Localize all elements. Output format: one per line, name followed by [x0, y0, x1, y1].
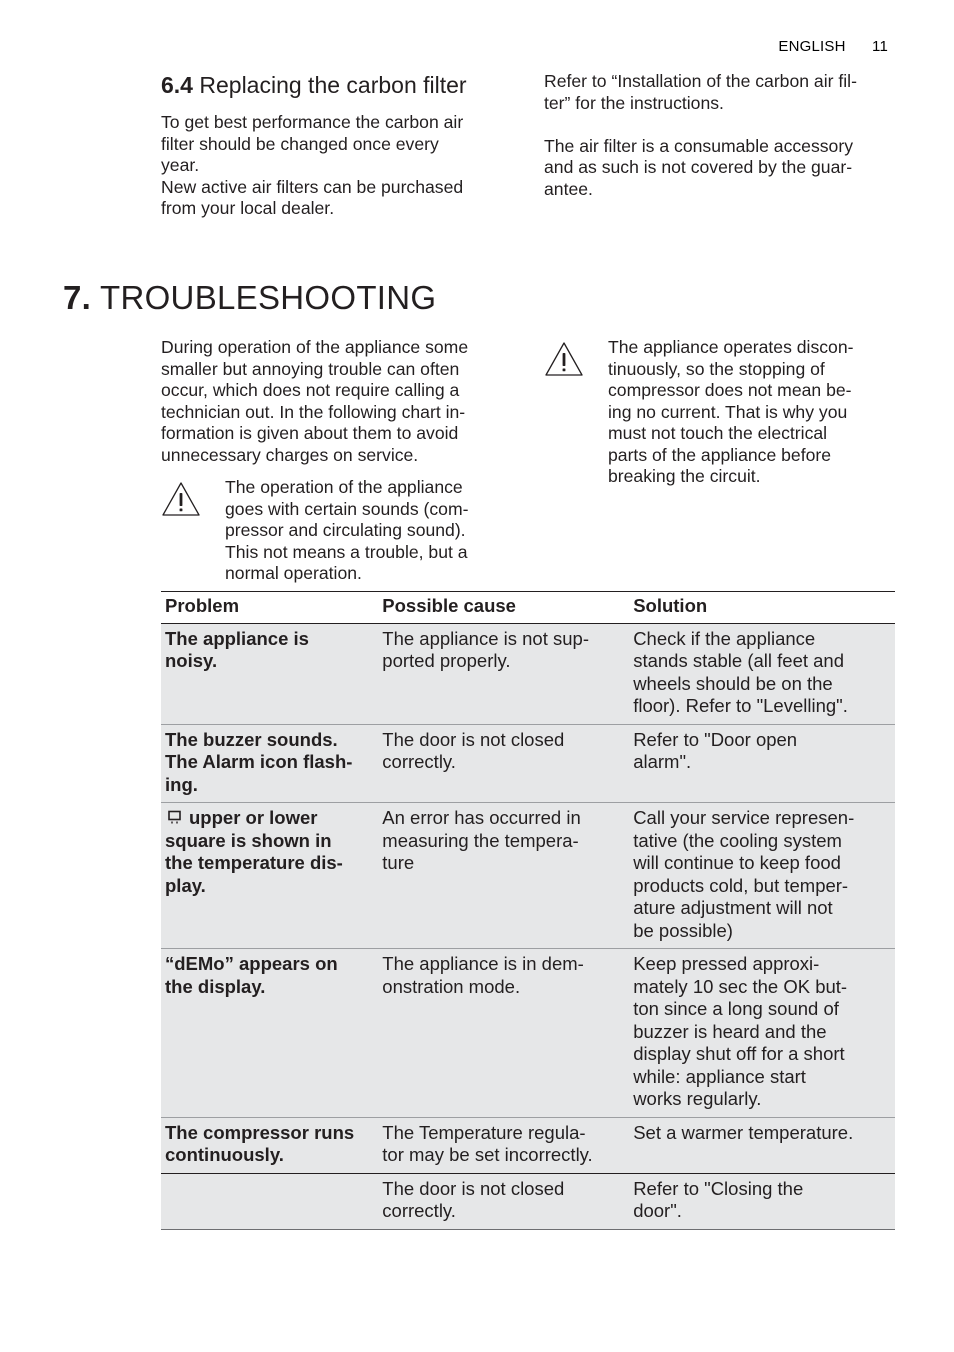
- text-line: filter should be changed once every: [161, 133, 439, 154]
- text-line: Check if the appliance: [633, 627, 816, 649]
- text-line: ture: [382, 852, 415, 873]
- problem-cell: [161, 949, 378, 1118]
- text-line: ter” for the instructions.: [544, 92, 724, 113]
- problem-cell: [161, 1173, 378, 1229]
- text-line: parts of the appliance before: [608, 444, 832, 465]
- text-line: The door is not closed: [382, 728, 565, 750]
- text-line: breaking the circuit.: [608, 466, 761, 486]
- text-line: Refer to "Door open: [633, 728, 798, 750]
- text-line: buzzer is heard and the: [633, 1020, 827, 1042]
- text-line: [165, 807, 373, 830]
- text-line: works regularly.: [633, 1088, 762, 1109]
- text-line: technician out. In the following chart in-: [161, 401, 466, 422]
- text-line: The Temperature regula-: [382, 1121, 586, 1143]
- page-number: 11: [872, 38, 888, 55]
- text-line: measuring the tempera-: [382, 829, 579, 851]
- text-line: play.: [165, 874, 206, 896]
- table-row: [161, 623, 895, 724]
- text-line: ported properly.: [382, 650, 511, 671]
- text-line: ton since a long sound of: [633, 998, 839, 1019]
- text-line: smaller but annoying trouble can often: [161, 358, 460, 379]
- cause-cell: [378, 623, 629, 724]
- text-line: tative (the cooling system: [633, 829, 842, 851]
- troubleshooting-intro: [161, 337, 511, 466]
- chapter-title: [63, 278, 436, 318]
- cause-cell: [378, 1173, 629, 1229]
- table-row: [161, 803, 895, 949]
- text-line: During operation of the appliance some: [161, 337, 469, 357]
- text-line: “dEMo” appears on: [165, 953, 338, 974]
- table-row: [161, 1117, 895, 1173]
- problem-cell: [161, 623, 378, 724]
- text-line: The compressor runs: [165, 1121, 355, 1143]
- text-line: mately 10 sec the OK but-: [633, 975, 848, 997]
- warning-triangle-icon: [544, 341, 584, 377]
- text-line: must not touch the electrical: [608, 423, 828, 443]
- solution-cell: [629, 724, 895, 803]
- text-line: display shut off for a short: [633, 1043, 845, 1064]
- warning-text: [225, 477, 515, 585]
- text-line: The Alarm icon flash-: [165, 751, 353, 772]
- text-line: tinuously, so the stopping of: [608, 358, 825, 379]
- text-line: continuously.: [165, 1144, 284, 1165]
- table-header-row: [161, 592, 895, 624]
- column-header-cause: Possible cause: [378, 592, 629, 624]
- text-line: pressor and circulating sound).: [225, 520, 466, 540]
- cause-cell: [378, 949, 629, 1118]
- text-line: [544, 114, 899, 136]
- table-row: [161, 1173, 895, 1229]
- text-line: normal operation.: [225, 563, 362, 583]
- text-line: and as such is not covered by the guar-: [544, 157, 853, 177]
- chapter-number: 7.: [63, 279, 92, 316]
- chapter-title-text: TROUBLESHOOTING: [100, 279, 437, 316]
- problem-cell: [161, 1117, 378, 1173]
- text-line: The door is not closed: [382, 1177, 565, 1199]
- text-line: will continue to keep food: [633, 852, 841, 873]
- text-line: ing no current. That is why you: [608, 401, 848, 422]
- text-line: New active air filters can be purchased: [161, 176, 464, 197]
- text-line: products cold, but temper-: [633, 874, 849, 896]
- cause-cell: [378, 1117, 629, 1173]
- section-number: 6.4: [161, 72, 193, 98]
- language-label: ENGLISH: [778, 38, 846, 55]
- page-header: [778, 38, 888, 55]
- warning-text: [608, 337, 898, 488]
- text-line: stands stable (all feet and: [633, 650, 845, 671]
- text-line: occur, which does not require calling a: [161, 380, 460, 400]
- text-line: compressor does not mean be-: [608, 380, 852, 400]
- text-line: formation is given about them to avoid: [161, 423, 459, 443]
- text-line: onstration mode.: [382, 975, 521, 997]
- text-line: The air filter is a consumable accessory: [544, 135, 853, 156]
- text-line: Keep pressed approxi-: [633, 953, 820, 974]
- text-line: antee.: [544, 178, 593, 199]
- text-line: ature adjustment will not: [633, 897, 833, 918]
- text-line: while: appliance start: [633, 1065, 806, 1087]
- text-line: The operation of the appliance: [225, 477, 463, 497]
- text-fragment: upper or lower: [189, 807, 318, 828]
- text-line: tor may be set incorrectly.: [382, 1144, 593, 1165]
- text-line: To get best performance the carbon air: [161, 112, 464, 132]
- troubleshooting-table: [161, 591, 895, 1230]
- text-line: wheels should be on the: [633, 672, 833, 694]
- text-line: Set a warmer temperature.: [633, 1121, 854, 1143]
- table-row: [161, 724, 895, 803]
- carbon-filter-note: [544, 71, 899, 200]
- text-line: The appliance is: [165, 627, 309, 649]
- solution-cell: [629, 1173, 895, 1229]
- text-line: The appliance is not sup-: [382, 627, 589, 649]
- text-line: goes with certain sounds (com-: [225, 498, 469, 519]
- text-line: Call your service represen-: [633, 807, 855, 828]
- warning-triangle-icon: [161, 481, 201, 517]
- section-title: [161, 70, 511, 100]
- problem-cell: [161, 803, 378, 949]
- text-line: The appliance is in dem-: [382, 953, 584, 974]
- solution-cell: [629, 803, 895, 949]
- text-line: An error has occurred in: [382, 807, 581, 828]
- text-line: floor). Refer to "Levelling".: [633, 695, 848, 716]
- solution-cell: [629, 949, 895, 1118]
- text-line: The buzzer sounds.: [165, 728, 338, 750]
- column-header-problem: Problem: [161, 592, 378, 624]
- text-line: noisy.: [165, 650, 218, 671]
- text-line: correctly.: [382, 1200, 456, 1221]
- column-header-solution: Solution: [629, 592, 895, 624]
- text-line: from your local dealer.: [161, 198, 335, 218]
- text-line: door".: [633, 1200, 682, 1221]
- carbon-filter-text: [161, 112, 511, 220]
- cause-cell: [378, 724, 629, 803]
- table-row: [161, 949, 895, 1118]
- text-line: unnecessary charges on service.: [161, 444, 419, 465]
- text-line: square is shown in: [165, 829, 332, 851]
- text-line: correctly.: [382, 751, 456, 772]
- section-title-text: Replacing the carbon filter: [199, 72, 467, 98]
- text-line: The appliance operates discon-: [608, 337, 854, 357]
- text-line: the temperature dis-: [165, 852, 343, 873]
- text-line: ing.: [165, 773, 198, 795]
- solution-cell: [629, 623, 895, 724]
- solution-cell: [629, 1117, 895, 1173]
- text-line: Refer to “Installation of the carbon air fil-: [544, 71, 857, 91]
- text-line: the display.: [165, 975, 266, 997]
- text-line: This not means a trouble, but a: [225, 541, 468, 562]
- text-line: year.: [161, 155, 200, 175]
- cause-cell: [378, 803, 629, 949]
- text-line: be possible): [633, 919, 733, 941]
- text-line: alarm".: [633, 751, 692, 772]
- problem-cell: [161, 724, 378, 803]
- temperature-square-icon: [167, 810, 183, 824]
- text-line: Refer to "Closing the: [633, 1177, 804, 1199]
